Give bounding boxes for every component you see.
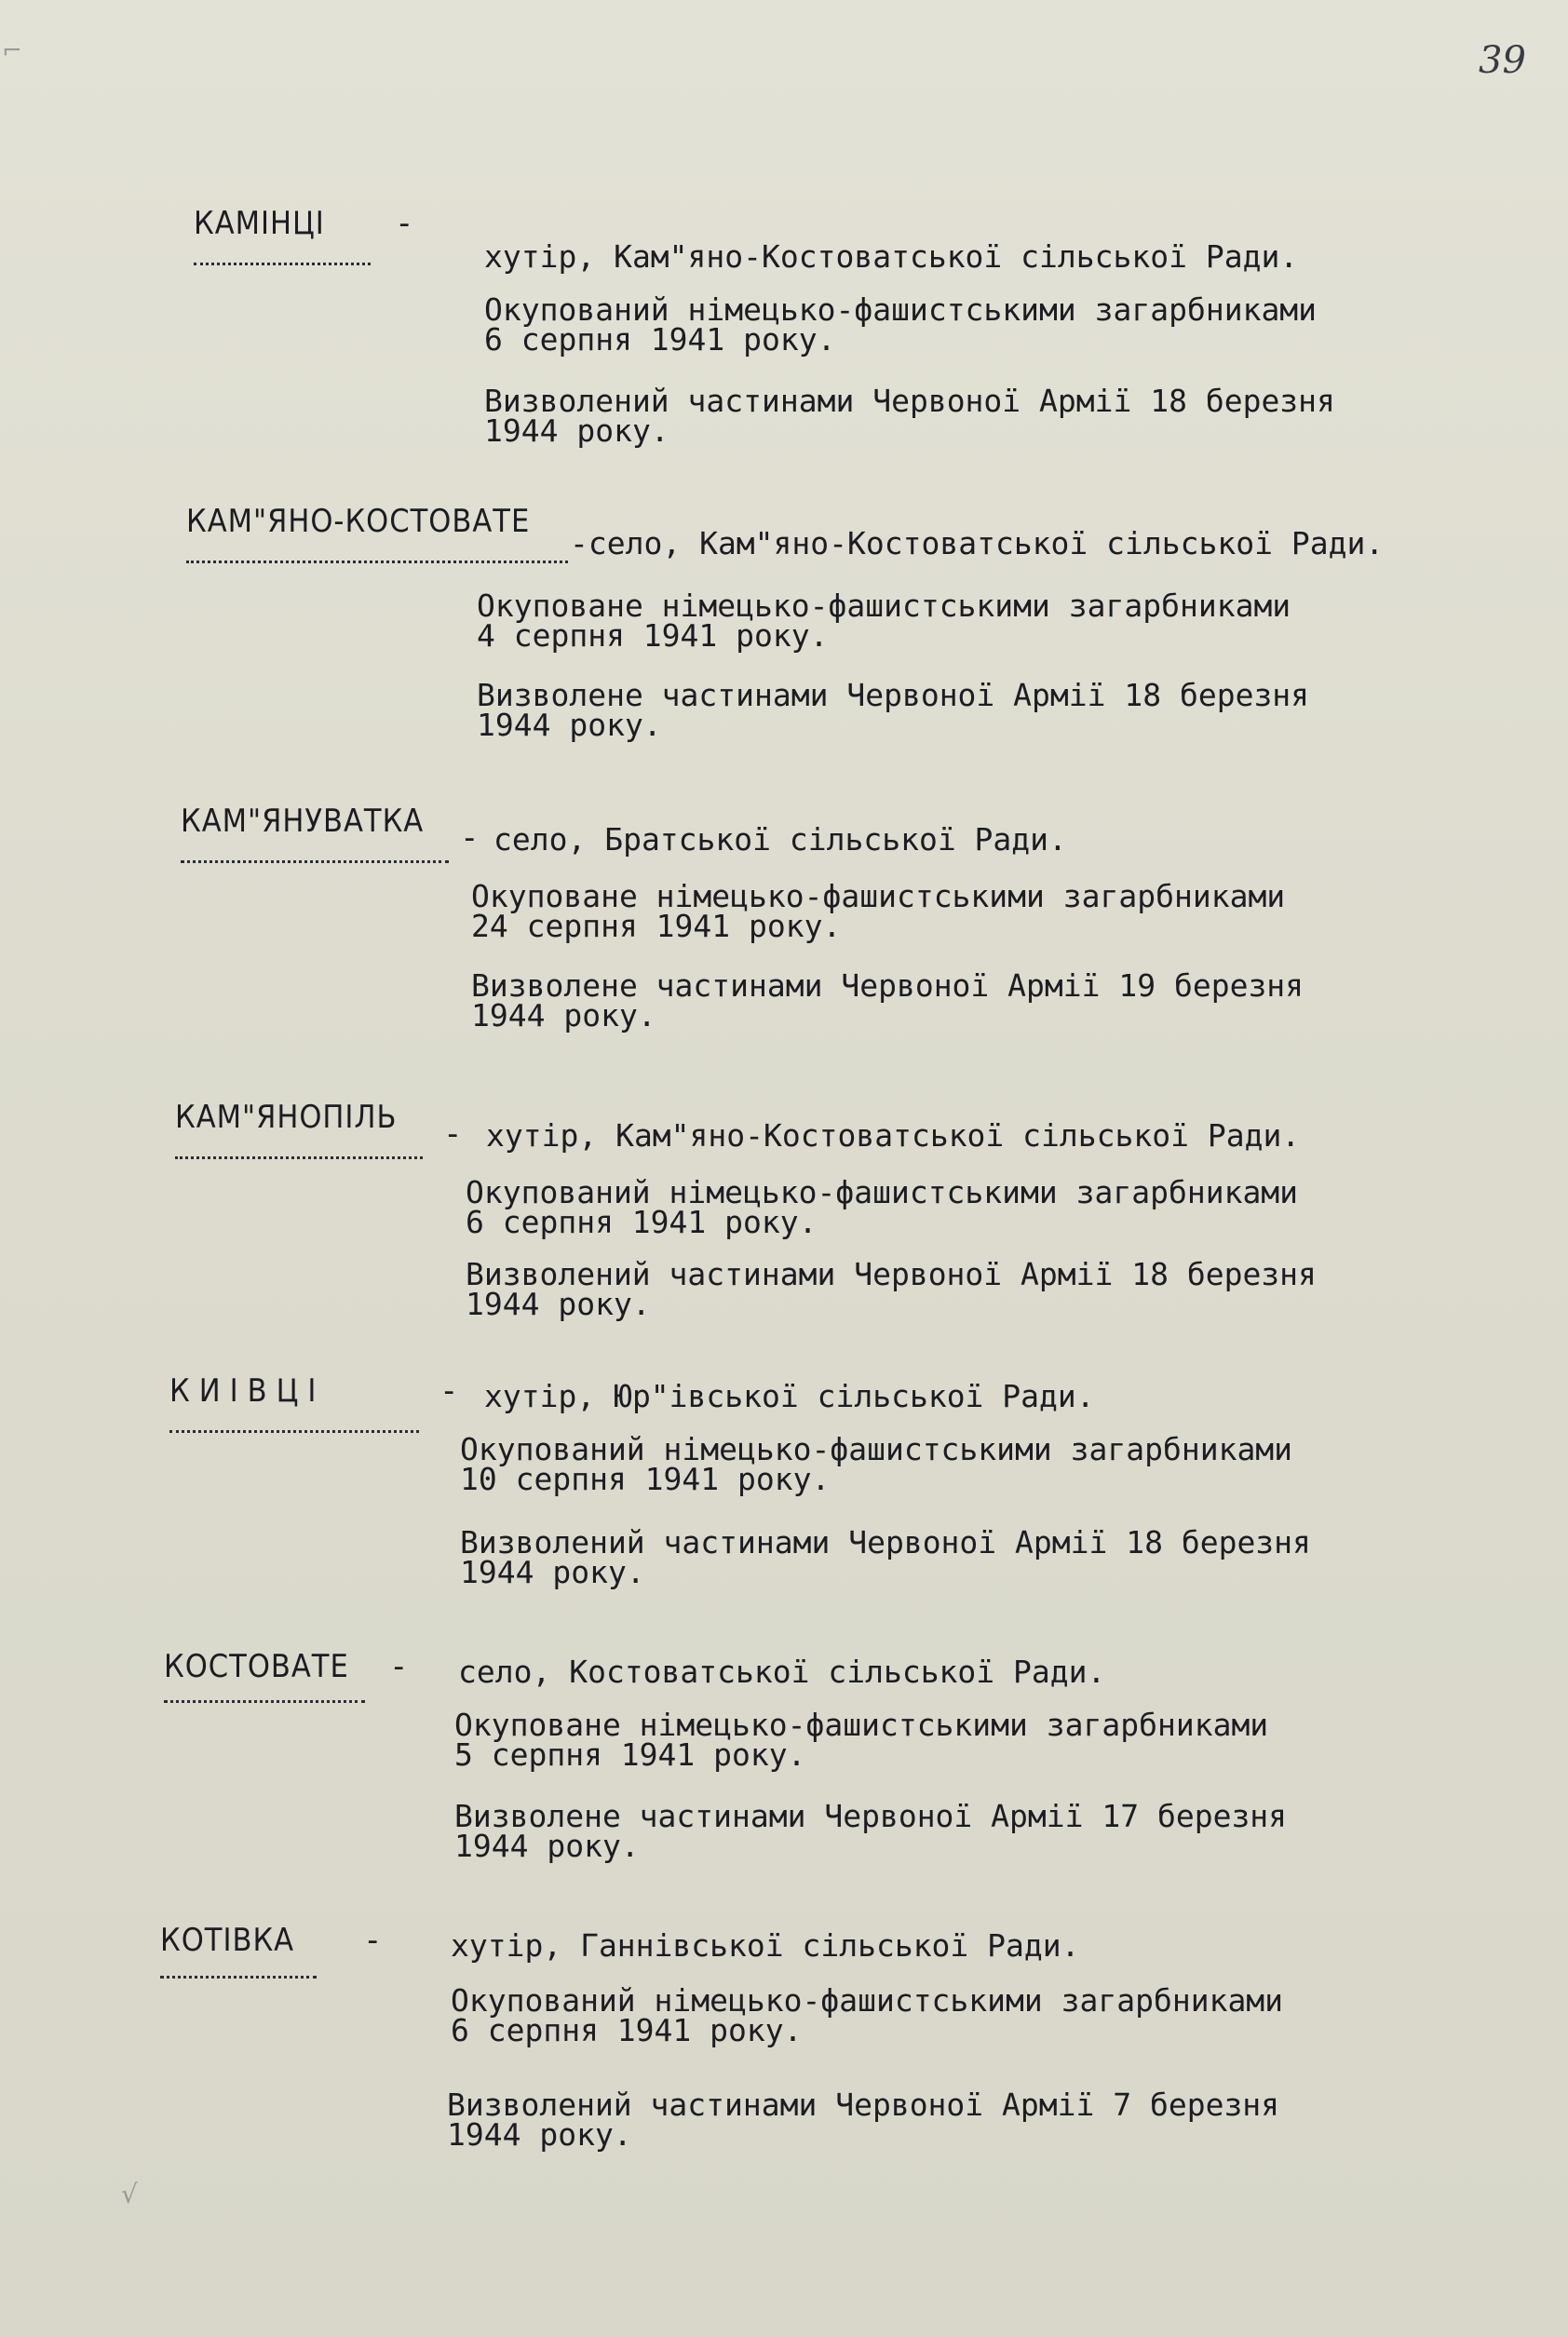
occupation-line: Окупований німецько-фашистськими загарбниками [460, 1431, 1293, 1467]
liberation-line: Визволене частинами Червоної Армії 18 березня [477, 677, 1310, 713]
liberation-date: 1944 року. [484, 412, 669, 449]
occupation-date: 6 серпня 1941 року. [484, 321, 836, 358]
occupation-date: 6 серпня 1941 року. [466, 1204, 818, 1240]
settlement-entry [0, 1648, 1568, 1890]
settlement-entry [0, 803, 1568, 1045]
name-underline [164, 1700, 365, 1703]
name-underline [160, 1976, 317, 1979]
occupation-date: 10 серпня 1941 року. [460, 1461, 831, 1497]
settlement-type: хутір, Кам"яно-Костоватської сільської Ради. [484, 238, 1299, 275]
margin-tick-mark: ⌐ [2, 37, 22, 65]
occupation-line: Окуповане німецько-фашистськими загарбниками [454, 1707, 1269, 1743]
settlement-name: КОСТОВАТЕ [164, 1648, 349, 1685]
occupation-date: 4 серпня 1941 року. [477, 617, 829, 654]
liberation-date: 1944 року. [466, 1286, 651, 1322]
settlement-type: хутір, Юр"івської сільської Ради. [484, 1378, 1095, 1414]
occupation-date: 6 серпня 1941 року. [451, 2012, 803, 2048]
page-number: 39 [1479, 39, 1526, 82]
settlement-entry [0, 1922, 1568, 2182]
name-underline [175, 1156, 423, 1159]
name-underline [169, 1430, 419, 1433]
name-underline [181, 860, 449, 863]
name-dash: - [395, 205, 414, 242]
liberation-line: Визволене частинами Червоної Армії 19 березня [471, 967, 1304, 1004]
name-dash: - [439, 1372, 459, 1410]
settlement-name: КАМ"ЯНУВАТКА [181, 803, 425, 840]
settlement-name: КОТІВКА [160, 1922, 295, 1959]
margin-tick-mark: √ [121, 2179, 138, 2209]
occupation-line: Окупований німецько-фашистськими загарбниками [466, 1174, 1299, 1210]
settlement-name: КАМ"ЯНОПІЛЬ [175, 1099, 398, 1136]
name-underline [194, 263, 371, 265]
settlement-type: хутір, Ганнівської сільської Ради. [451, 1927, 1080, 1964]
name-dash: - [363, 1922, 383, 1959]
settlement-type: -село, Кам"яно-Костоватської сільської Ради. [570, 525, 1385, 561]
liberation-date: 1944 року. [471, 997, 656, 1033]
liberation-line: Визволене частинами Червоної Армії 17 березня [454, 1798, 1288, 1834]
occupation-date: 24 серпня 1941 року. [471, 908, 842, 944]
occupation-line: Окуповане німецько-фашистськими загарбниками [471, 878, 1286, 914]
settlement-entry [0, 1099, 1568, 1341]
occupation-line: Окупований німецько-фашистськими загарбниками [451, 1982, 1284, 2019]
name-underline [186, 561, 568, 563]
liberation-line: Визволений частинами Червоної Армії 18 березня [460, 1524, 1311, 1560]
settlement-name: КИІВЦІ [169, 1372, 326, 1410]
settlement-name: КАМІНЦІ [194, 205, 325, 242]
liberation-line: Визволений частинами Червоної Армії 18 березня [484, 383, 1335, 419]
settlement-type: хутір, Кам"яно-Костоватської сільської Ради. [486, 1117, 1301, 1154]
liberation-date: 1944 року. [447, 2116, 632, 2153]
settlement-name: КАМ"ЯНО-КОСТОВАТЕ [186, 503, 531, 540]
name-dash: - [443, 1115, 463, 1153]
name-dash: - [460, 819, 480, 857]
settlement-type: село, Костоватської сільської Ради. [458, 1654, 1106, 1690]
settlement-type: село, Братської сільської Ради. [493, 821, 1067, 858]
settlement-entry [0, 1372, 1568, 1614]
occupation-line: Окуповане німецько-фашистськими загарбниками [477, 588, 1291, 624]
occupation-line: Окупований німецько-фашистськими загарбниками [484, 291, 1318, 328]
liberation-date: 1944 року. [454, 1828, 640, 1864]
liberation-line: Визволений частинами Червоної Армії 7 березня [447, 2087, 1280, 2123]
settlement-entry [0, 503, 1568, 745]
name-dash: - [389, 1648, 409, 1685]
occupation-date: 5 серпня 1941 року. [454, 1736, 806, 1773]
liberation-line: Визволений частинами Червоної Армії 18 березня [466, 1256, 1317, 1292]
liberation-date: 1944 року. [477, 707, 662, 743]
liberation-date: 1944 року. [460, 1554, 645, 1590]
settlement-entry [0, 205, 1568, 447]
